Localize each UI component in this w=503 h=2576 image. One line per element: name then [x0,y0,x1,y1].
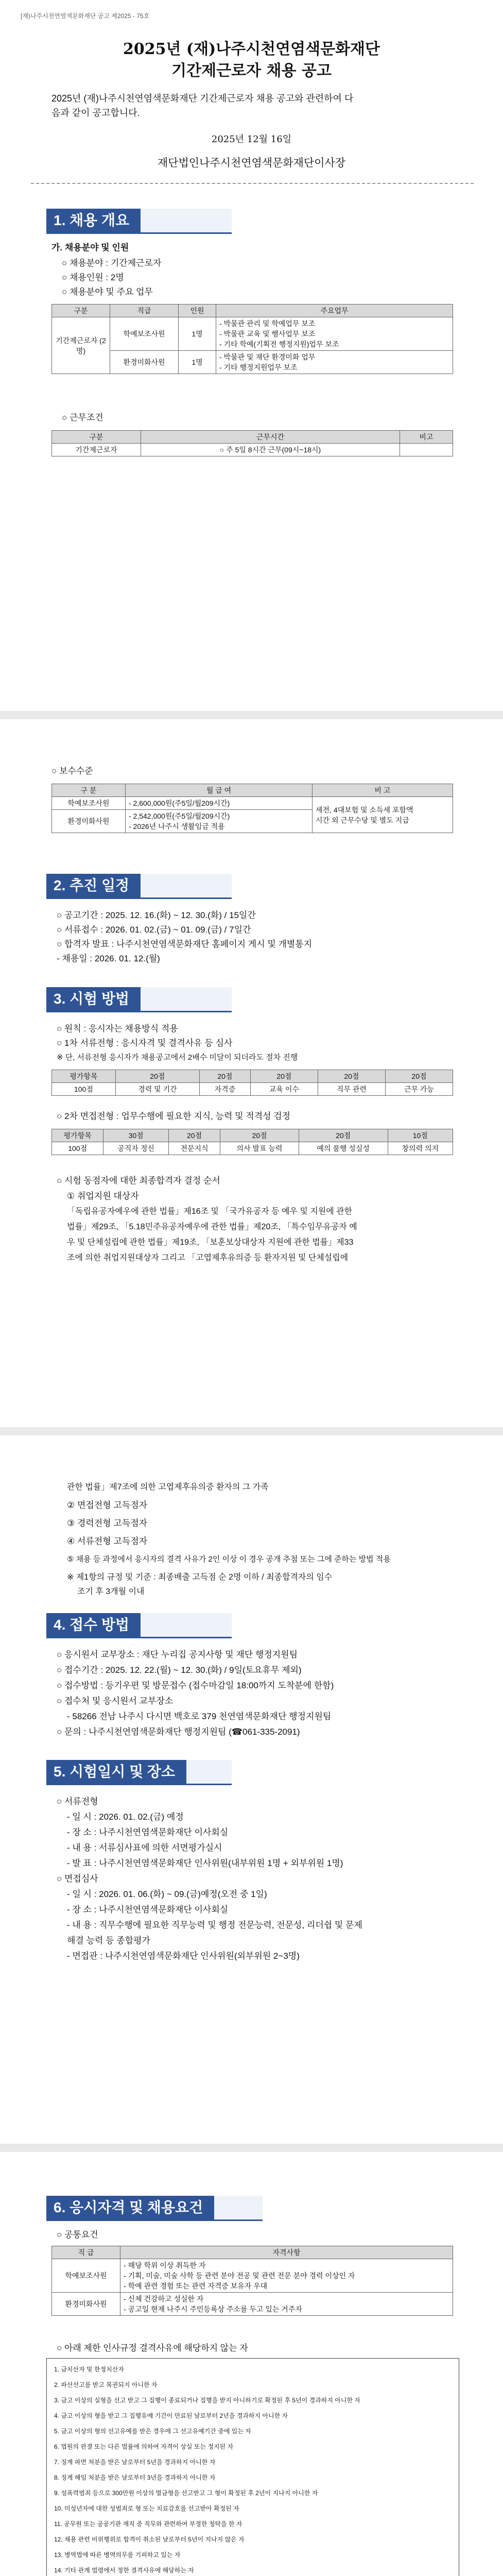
table-cell: 근무 가능 [385,1083,453,1096]
table-cell: - 2,600,000원(주5일/월209시간) [126,797,313,810]
s3-more: 우 및 단체설립에 관한 법률」제19조, 「보훈보상대상자 지원에 관한 법률」제33 [67,1238,354,1247]
page-subtitle: 기간제근로자 채용 공고 [171,62,332,80]
table-header: 20점 [318,1070,385,1083]
table-cell: 기간제근로자 (2명) [52,317,110,374]
table-header: 평가항목 [52,1129,103,1142]
s4-line: ○ 접수방법 : 등기우편 및 방문접수 (접수마감일 18:00까지 도착분에 한함) [57,1681,334,1690]
page-3 [0,1435,503,2144]
table-cell: 공직자 정신 [103,1142,168,1155]
s5-line: - 발 표 : 나주시천연염색문화재단 인사위원(내부위원 1명 + 외부위원 1명) [67,1858,343,1868]
s3-more: 「독립유공자예우에 관한 법률」제16조 및 「국가유공자 등 예우 및 지원에 관한 [67,1207,353,1216]
table-header: 10점 [388,1129,453,1142]
s6-label: ○ 공통요건 [57,2230,98,2240]
table-row [52,351,453,374]
table-cell: 1명 [179,317,216,351]
task-line: - 박물관 관리 및 학예업무 보조 [219,319,316,328]
table-row [52,1083,453,1096]
table-row [52,797,453,810]
section-6-title: 6. 응시자격 및 채용요건 [46,2196,214,2219]
table-header: 평가항목 [52,1070,116,1083]
pay-note: 세전, 4대보험 및 소득세 포함액 [316,805,413,814]
section-2-heading [46,874,232,899]
p3-line: ※ 제1항의 규정 및 기준 : 최종배출 고득점 순 2명 이하 / 최종합격자의 임수 [67,1573,333,1582]
qual-line: - 기획, 미술, 미술 사학 등 관련 분야 전공 및 관련 전문 분야 경력 이상인 자 [124,2272,355,2280]
task-line: - 기타 행정지원업무 보조 [219,363,298,371]
table-cell: 의사 발표 능력 [220,1142,299,1155]
table-row [52,317,453,351]
table-header: 직 급 [52,2246,120,2259]
table-cell: 환경미화사원 [52,2293,120,2316]
table-header: 20점 [385,1070,453,1083]
p3-line: ② 면접전형 고득점자 [67,1500,148,1510]
list-item: 7. 징계 파면 처분을 받은 날로부터 5년을 경과하지 아니한 자 [54,2459,216,2466]
pay-line: - 2026년 나주시 생활임금 적용 [129,822,225,831]
table-cell: 경력 및 기간 [115,1083,199,1096]
s4-line: ○ 접수기간 : 2025. 12. 22.(월) ~ 12. 30.(화) / 9일(토요휴무 제외) [57,1665,302,1675]
table-header: 20점 [299,1129,388,1142]
grade-table-1 [51,1070,453,1096]
s3-line: ○ 원칙 : 응시자는 채용방식 적용 [57,1024,178,1033]
page-gap [0,711,503,719]
notice-date: 2025년 12월 16일 [211,134,292,145]
task-line: - 박물관 및 재단 환경미화 업무 [219,353,316,361]
table-header: 주요업무 [216,304,453,317]
table-header: 20점 [250,1070,318,1083]
table-header: 30점 [103,1129,168,1142]
section-5-title: 5. 시험일시 및 장소 [46,1760,186,1784]
table-cell [216,317,453,351]
table-cell [216,351,453,374]
p3-line: 조기 후 3개월 이내 [77,1587,145,1596]
table-cell [400,444,453,456]
s5-line: - 장 소 : 나주시천연염색문화재단 이사회실 [67,1905,229,1914]
table-header: 근무시간 [141,431,400,444]
table-cell: 학예보조사원 [52,2259,120,2293]
table-cell: 100점 [52,1142,103,1155]
section-6-heading [46,2196,263,2221]
list-item: 3. 금고 이상의 실형을 선고 받고 그 집행이 종료되거나 집행을 받지 아니하기로 확정된 후 5년이 경과하지 아니한 자 [54,2397,361,2404]
table-header-row [52,304,453,317]
table-row [52,2259,453,2293]
work-table [51,430,453,456]
work-label: ○ 근무조건 [62,413,103,422]
s3-more: 법률」제29조, 「5.18민주유공자예우에 관한 법률」제20조, 「특수임무유공자 예 [67,1223,357,1231]
p3-line: ⑤ 채용 등 과정에서 응시자의 결격 사유가 2인 이상 이 경우 공개 추첨 또는 그에 준하는 방법 적용 [67,1555,391,1564]
s4-line: ○ 응시원서 교부장소 : 재단 누리집 공지사항 및 재단 행정지원팀 [57,1650,298,1659]
table-row [52,1142,453,1155]
list-item: 5. 금고 이상의 형의 선고유예를 받은 경우에 그 선고유예기간 중에 있는 자 [54,2428,251,2435]
s3-line: ※ 단, 서류전형 응시자가 채용공고에서 2배수 미달이 되더라도 절차 진행 [57,1053,298,1062]
table-cell: 100점 [52,1083,116,1096]
page-gap [0,1427,503,1435]
list-item: 12. 채용 관련 비위행위로 합격이 취소된 날로부터 5년이 지나지 않은 자 [54,2536,245,2543]
table-header: 자격사항 [120,2246,453,2259]
table-cell: 교육 이수 [250,1083,318,1096]
header-note: [재)나주시천연염색문화재단 공고 제2025 - 75호 [21,12,150,20]
table-cell [120,2293,453,2316]
table-cell: 예의 품행 성실성 [299,1142,388,1155]
page-title: 2025년 (재)나주시천연염색문화재단 [123,40,380,58]
list-item: 9. 성폭력범죄 등으로 300만원 이상의 벌금형을 선고받고 그 형이 확정된 후 2년이 지나지 아니한 자 [54,2489,318,2497]
table-cell: 전문지식 [168,1142,220,1155]
section-5-heading [46,1760,232,1785]
list-item: 1. 금치산자 및 한정치산자 [54,2366,124,2373]
s2-line: ○ 공고기간 : 2025. 12. 16.(화) ~ 12. 30.(화) / 15일간 [57,910,256,920]
p3-line: ④ 서류전형 고득점자 [67,1536,148,1546]
table-cell: 1명 [179,351,216,374]
page-gap [0,2144,503,2152]
s2-line: - 채용일 : 2026. 01. 12.(월) [57,954,160,963]
table-header-row [52,431,453,444]
qual-line: - 신체 건강하고 성실한 자 [124,2295,204,2303]
task-line: - 박물관 교육 및 행사업무 보조 [219,330,316,338]
table-cell: 자격증 [200,1083,251,1096]
table-row [52,2293,453,2316]
table-header: 구분 [52,431,141,444]
list-item: 8. 징계 해임 처분을 받은 날로부터 3년을 경과하지 아니한 자 [54,2474,216,2481]
s4-line: - 58266 전남 나주시 다시면 백호로 379 천연염색문화재단 행정지원팀 [67,1711,332,1721]
s3-line: ○ 2차 면접전형 : 업무수행에 필요한 지식, 능력 및 적격성 검정 [57,1111,291,1121]
grade-table-2 [51,1129,453,1155]
table-cell: 환경미화사원 [52,810,126,833]
table-header: 월 급 여 [126,784,313,797]
pay-note: 시간 외 근무수당 및 별도 지급 [316,816,409,824]
table-cell [120,2259,453,2293]
s5-line: - 일 시 : 2026. 01. 02.(금) 예정 [67,1812,184,1822]
table-cell: 기간제근로자 [52,444,141,456]
s5-line: - 내 용 : 서류심사표에 의한 서면평가실시 [67,1843,222,1853]
duty-table [51,304,453,374]
s4-line: ○ 문의 : 나주시천연염색문화재단 행정지원팀 (☎061-335-2091) [57,1727,300,1737]
s2-line: ○ 합격자 발표 : 나주시천연염색문화재단 홈페이지 게시 및 개별통지 [57,939,313,949]
list-item: 6. 법원의 판결 또는 다른 법률에 의하여 자격이 상실 또는 정지된 자 [54,2443,234,2450]
p3-line: ③ 경력전형 고득점자 [67,1518,148,1528]
table-cell: ○ 주 5일 8시간 근무(09시~18시) [141,444,400,456]
table-header-row [52,784,453,797]
task-line: - 기타 학예(기획전 행정지원)업무 보조 [219,340,339,348]
s5-line: ○ 서류전형 [57,1797,98,1806]
table-header-row [52,2246,453,2259]
s1-sub: 가. 채용분야 및 인원 [51,243,129,252]
table-header: 20점 [220,1129,299,1142]
table-header: 20점 [168,1129,220,1142]
s1-line: ○ 채용분야 : 기간제근로자 [62,258,162,268]
intro-line-2: 음과 같이 공고합니다. [51,108,140,118]
table-header-row [52,1129,453,1142]
pay-label: ○ 보수수준 [51,766,93,776]
page-4 [0,2152,503,2576]
s2-line: ○ 서류접수 : 2026. 01. 02.(금) ~ 01. 09.(금) / 7일간 [57,925,251,935]
table-header: 20점 [115,1070,199,1083]
s3-line: ○ 1차 서류전형 : 응시자격 및 결격사유 등 심사 [57,1038,233,1048]
s3-more: ○ 시험 동점자에 대한 최종합격자 결정 순서 [57,1176,220,1185]
s1-line: ○ 채용분야 및 주요 업무 [62,287,153,297]
table-header: 구 분 [52,784,126,797]
table-header: 20점 [200,1070,251,1083]
section-2-title: 2. 추진 일정 [46,874,141,897]
s5-line: 해결 능력 등 종합평가 [67,1936,150,1945]
table-header: 구분 [52,304,110,317]
table-header: 직급 [110,304,179,317]
section-4-title: 4. 접수 방법 [46,1613,141,1637]
qual-line: - 해당 학위 이상 취득한 자 [124,2261,206,2269]
intro-line-1: 2025년 (재)나주시천연염색문화재단 기간제근로자 채용 공고와 관련하여 다 [51,93,354,104]
table-cell: 학예보조사원 [52,797,126,810]
s5-line: - 장 소 : 나주시천연염색문화재단 이사회실 [67,1827,229,1837]
list-item: 2. 파산선고를 받고 복권되지 아니한 자 [54,2381,158,2388]
table-cell: 직무 관련 [318,1083,385,1096]
page-1 [0,0,503,711]
list-item: 10. 미성년자에 대한 성범죄로 형 또는 치료감호를 선고받아 확정된 자 [54,2505,239,2512]
s5-line: - 면접관 : 나주시천연염색문화재단 인사위원(외부위원 2~3명) [67,1951,300,1961]
s4-line: ○ 접수처 및 응시원서 교부장소 [57,1696,174,1706]
table-header-row [52,1070,453,1083]
qual-line: - 학예 관련 경험 또는 관련 자격증 보유자 우대 [124,2282,268,2290]
table-header: 비고 [400,431,453,444]
pay-table [51,784,453,833]
s1-line: ○ 채용인원 : 2명 [62,273,124,282]
table-cell [313,797,453,833]
list-item: 11. 공무원 또는 공공기관 재직 중 직무와 관련하여 부정한 청탁을 한 자 [54,2520,242,2528]
table-cell: 환경미화사원 [110,351,179,374]
s5-line: - 내 용 : 직무수행에 필요한 직무능력 및 행정 전문능력, 전문성, 리더쉽 및 문제 [67,1920,362,1930]
list-item: 14. 기타 관계 법령에서 정한 결격사유에 해당하는 자 [54,2567,194,2574]
table-cell [126,810,313,833]
section-1-heading [46,209,232,234]
p3-line: 관한 법률」제7조에 의한 고엽제후유의증 환자의 그 가족 [67,1483,269,1492]
page-2 [0,719,503,1427]
table-header: 비 고 [313,784,453,797]
s5-line: - 일 시 : 2026. 01. 06.(화) ~ 09.(금)예정(오전 중 1일) [67,1889,267,1899]
section-4-heading [46,1613,232,1638]
s5-line: ○ 면접심사 [57,1874,98,1884]
list-item: 4. 금고 이상의 형을 받고 그 집행유예 기간이 만료된 날로부터 2년을 경과하지 아니한 자 [54,2412,288,2419]
qual-line: - 공고일 현재 나주시 주민등록상 주소를 두고 있는 거주자 [124,2305,302,2313]
signer: 재단법인나주시천연염색문화재단이사장 [157,157,346,169]
section-3-title: 3. 시험 방법 [46,987,141,1011]
section-1-title: 1. 채용 개요 [46,209,141,232]
list-item: 13. 병역법에 따른 병역의무를 기피하고 있는 자 [54,2551,181,2558]
qualification-table [51,2246,453,2316]
s6-note: ○ 아래 제한 인사규정 결격사유에 해당하지 않는 자 [57,2343,248,2353]
divider [31,183,474,184]
pay-line: - 2,542,000원(주5일/월209시간) [129,812,230,820]
s3-more: 조에 의한 취업지원대상자 그리고 「고엽제후유의증 등 환자지원 및 단체설립에 [67,1253,349,1262]
table-cell: 학예보조사원 [110,317,179,351]
table-cell: 창의력 의지 [388,1142,453,1155]
disqualification-box [46,2358,459,2576]
table-header: 인원 [179,304,216,317]
table-row [52,444,453,456]
section-3-heading [46,987,232,1012]
s3-more: ① 취업지원 대상자 [67,1191,139,1201]
